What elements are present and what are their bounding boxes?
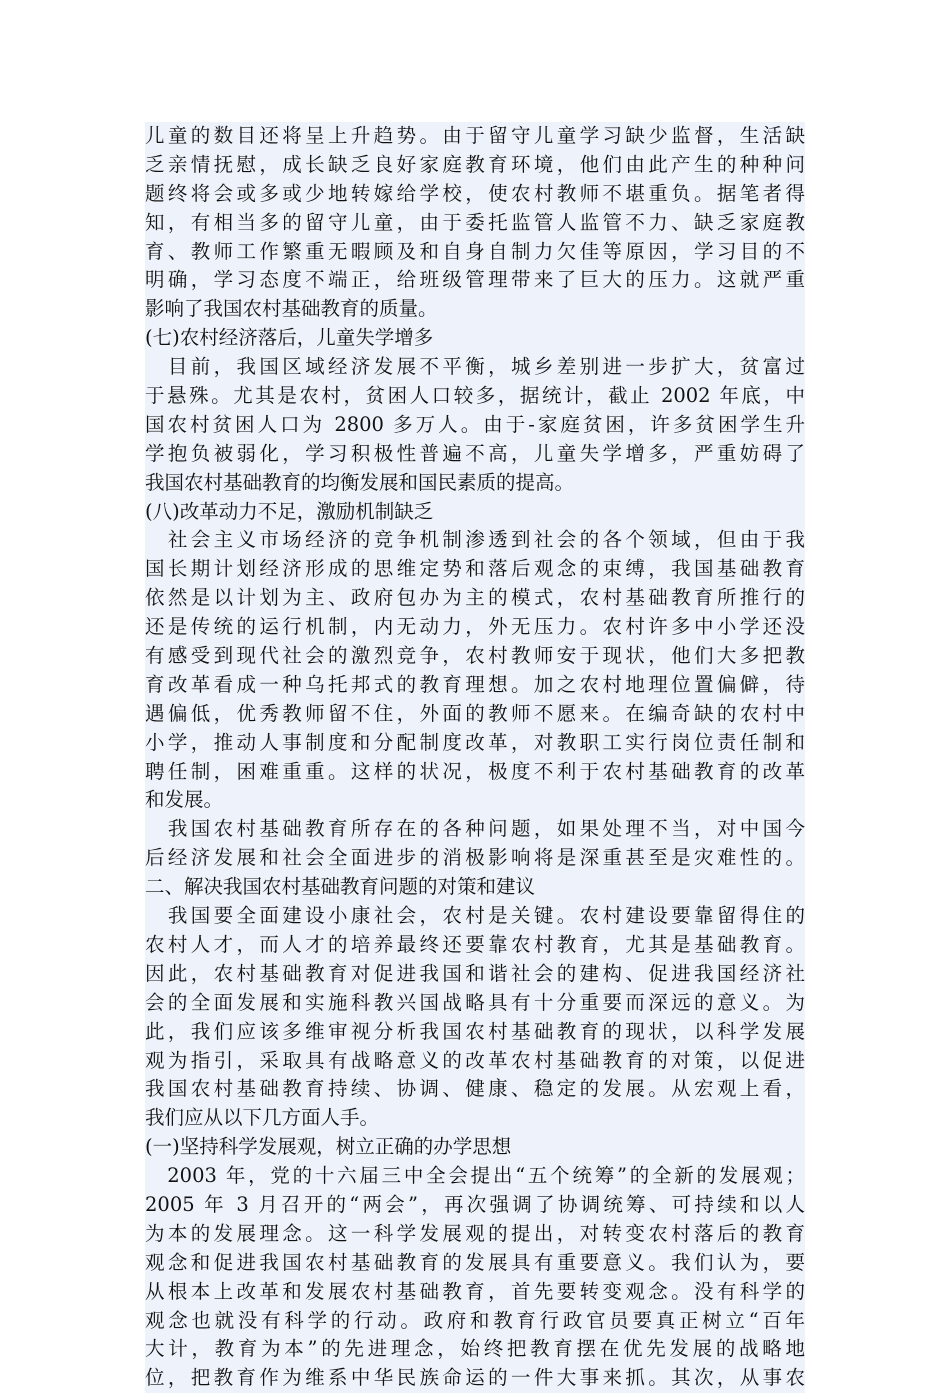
- text-line: 国农村贫困人口为 2800 多万人。由于-家庭贫困，许多贫困学生升: [145, 412, 805, 436]
- text-line: 观念和促进我国农村基础教育的发展具有重要意义。我们认为，要: [145, 1250, 805, 1274]
- text-line: 明确，学习态度不端正，给班级管理带来了巨大的压力。这就严重: [145, 268, 805, 292]
- text-line: 此，我们应该多维审视分析我国农村基础教育的现状，以科学发展: [145, 1019, 805, 1043]
- section-heading: (七)农村经济落后，儿童失学增多: [145, 326, 434, 350]
- text-line: 后经济发展和社会全面进步的消极影响将是深重甚至是灾难性的。: [145, 846, 805, 870]
- text-line: 我们应从以下几方面人手。: [145, 1106, 380, 1130]
- text-line: 我国农村基础教育所存在的各种问题，如果处理不当，对中国今: [145, 817, 805, 841]
- text-line: 儿童的数目还将呈上升趋势。由于留守儿童学习缺少监督，生活缺: [145, 124, 805, 147]
- section-heading: (八)改革动力不足，激励机制缺乏: [145, 499, 434, 523]
- text-line: 2003 年，党的十六届三中全会提出“五个统筹”的全新的发展观；: [145, 1164, 805, 1188]
- text-line: 聘任制，困难重重。这样的状况，极度不利于农村基础教育的改革: [145, 759, 805, 783]
- text-line: 大计，教育为本”的先进理念，始终把教育摆在优先发展的战略地: [145, 1337, 805, 1361]
- document-body-text: [145, 122, 805, 1393]
- text-line: 育改革看成一种乌托邦式的教育理想。加之农村地理位置偏僻，待: [145, 672, 805, 696]
- text-line: 遇偏低，优秀教师留不住，外面的教师不愿来。在编奇缺的农村中: [145, 701, 805, 725]
- text-line: 有感受到现代社会的激烈竞争，农村教师安于现状，他们大多把教: [145, 644, 805, 668]
- text-line: 还是传统的运行机制，内无动力，外无压力。农村许多中小学还没: [145, 615, 805, 639]
- text-line: 社会主义市场经济的竞争机制渗透到社会的各个领域，但由于我: [145, 528, 805, 552]
- text-line: 观念也就没有科学的行动。政府和教育行政官员要真正树立“百年: [145, 1308, 805, 1332]
- text-line: 育、教师工作繁重无暇顾及和自身自制力欠佳等原因，学习目的不: [145, 239, 805, 263]
- text-line: 和发展。: [145, 788, 224, 812]
- text-line: 位，把教育作为维系中华民族命运的一件大事来抓。其次，从事农: [145, 1366, 805, 1390]
- text-line: 为本的发展理念。这一科学发展观的提出，对转变农村落后的教育: [145, 1221, 805, 1245]
- text-line: 会的全面发展和实施科教兴国战略具有十分重要而深远的意义。为: [145, 990, 805, 1014]
- text-line: 知，有相当多的留守儿童，由于委托监管人监管不力、缺乏家庭教: [145, 210, 805, 234]
- text-line: 题终将会或多或少地转嫁给学校，使农村教师不堪重负。据笔者得: [145, 181, 805, 205]
- text-line: 我国要全面建设小康社会，农村是关键。农村建设要靠留得住的: [145, 904, 805, 928]
- text-line: 我国农村基础教育的均衡发展和国民素质的提高。: [145, 470, 575, 494]
- section-heading: 二、解决我国农村基础教育问题的对策和建议: [145, 875, 536, 899]
- text-line: 依然是以计划为主、政府包办为主的模式，农村基础教育所推行的: [145, 586, 805, 610]
- text-line: 影响了我国农村基础教育的质量。: [145, 297, 438, 321]
- text-line: 2005 年 3 月召开的“两会”，再次强调了协调统筹、可持续和以人: [145, 1192, 805, 1216]
- text-line: 因此，农村基础教育对促进我国和谐社会的建构、促进我国经济社: [145, 961, 805, 985]
- text-line: 于悬殊。尤其是农村，贫困人口较多，据统计，截止 2002 年底，中: [145, 384, 805, 408]
- text-line: 国长期计划经济形成的思维定势和落后观念的束缚，我国基础教育: [145, 557, 805, 581]
- section-heading: (一)坚持科学发展观，树立正确的办学思想: [145, 1135, 512, 1159]
- text-line: 乏亲情抚慰，成长缺乏良好家庭教育环境，他们由此产生的种种问: [145, 152, 805, 176]
- text-line: 观为指引，采取具有战略意义的改革农村基础教育的对策，以促进: [145, 1048, 805, 1072]
- text-line: 农村人才，而人才的培养最终还要靠农村教育，尤其是基础教育。: [145, 932, 805, 956]
- text-line: 我国农村基础教育持续、协调、健康、稳定的发展。从宏观上看，: [145, 1077, 805, 1101]
- text-line: 目前，我国区域经济发展不平衡，城乡差别进一步扩大，贫富过: [145, 355, 805, 379]
- text-line: 学抱负被弱化，学习积极性普遍不高，儿童失学增多，严重妨碍了: [145, 441, 805, 465]
- text-line: 小学，推动人事制度和分配制度改革，对教职工实行岗位责任制和: [145, 730, 805, 754]
- text-line: 从根本上改革和发展农村基础教育，首先要转变观念。没有科学的: [145, 1279, 805, 1303]
